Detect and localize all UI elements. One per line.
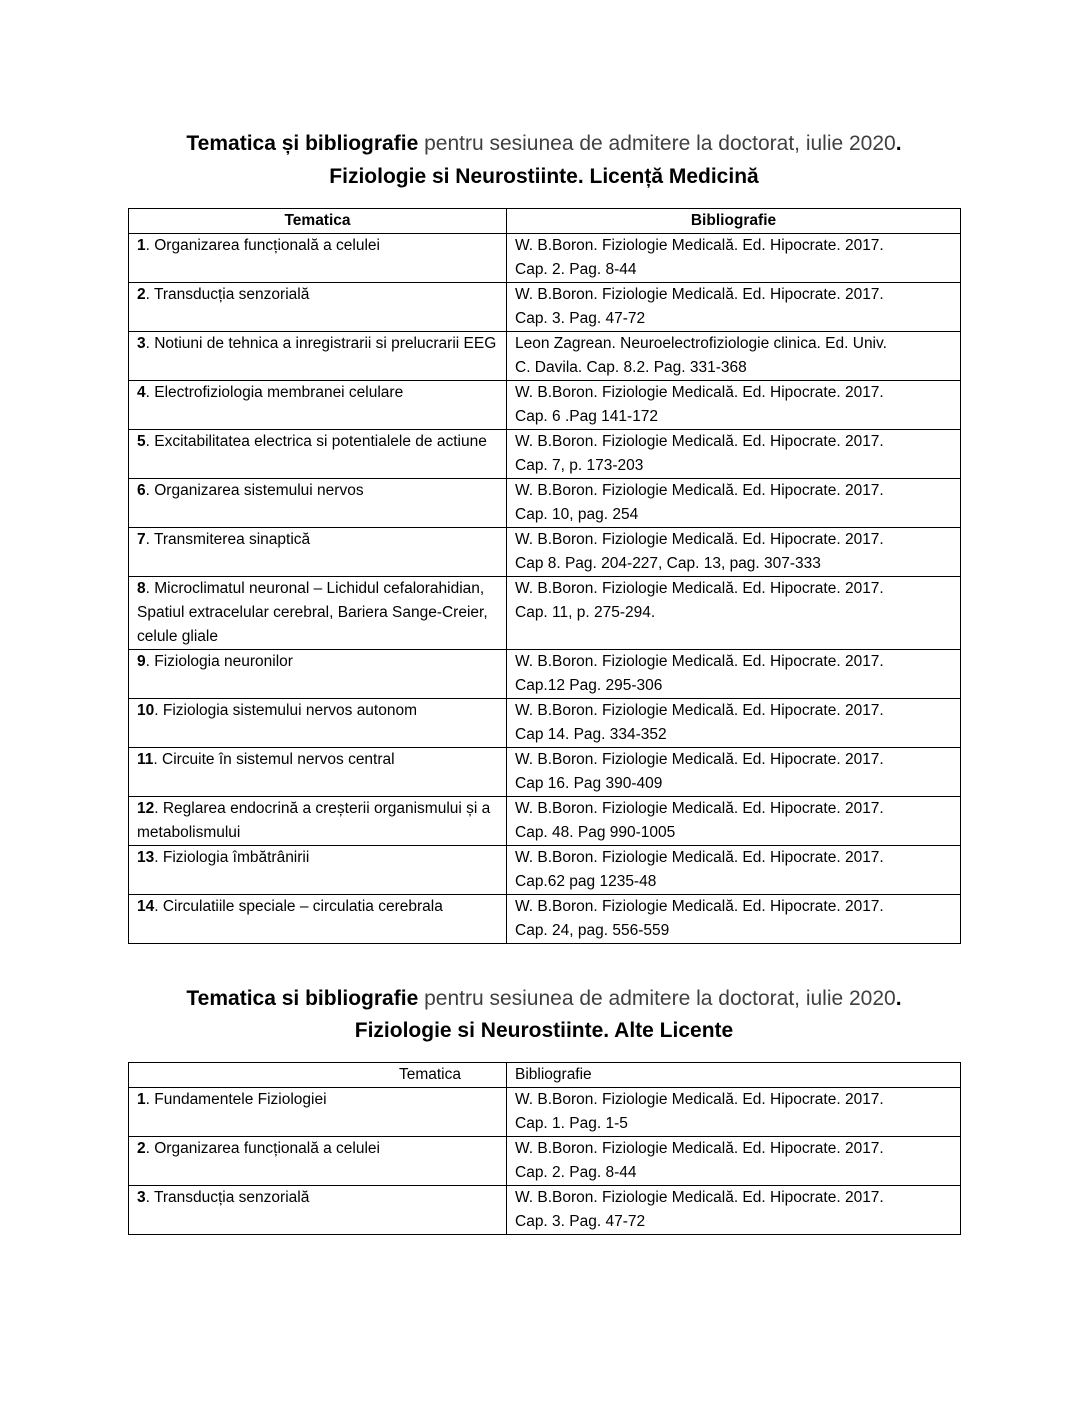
bibliography-line-2: Cap. 10, pag. 254 [515,506,639,523]
topic-text: . Reglarea endocrină a creșterii organismului și a metabolismului [137,800,491,841]
table-row [129,1137,961,1186]
bibliography-cell [507,430,961,479]
table-row [129,381,961,430]
topic-text: . Organizarea funcțională a celulei [145,1140,380,1157]
bibliography-line-1: W. B.Boron. Fiziologie Medicală. Ed. Hipocrate. 2017. [515,482,884,499]
table-row [129,650,961,699]
topic-text: . Microclimatul neuronal – Lichidul cefalorahidian, Spatiul extracelular cerebral, Bariera Sange-Creier, celule gliale [137,580,488,645]
header-tematica: Tematica [129,209,507,234]
topic-number: 12 [137,800,155,817]
topic-number: 14 [137,898,155,915]
topic-text: . Transmiterea sinaptică [145,531,311,548]
topic-text: . Electrofiziologia membranei celulare [145,384,404,401]
header-bibliografie: Bibliografie [507,1063,961,1088]
bibliography-line-1: W. B.Boron. Fiziologie Medicală. Ed. Hipocrate. 2017. [515,237,884,254]
topic-number: 2 [137,1140,146,1157]
topic-cell [129,479,507,528]
bibliography-line-1: W. B.Boron. Fiziologie Medicală. Ed. Hipocrate. 2017. [515,653,884,670]
topic-text: . Fiziologia neuronilor [145,653,293,670]
section2-title [0,986,1088,1012]
topic-cell [129,699,507,748]
section1-title [0,131,1088,157]
bibliography-cell [507,699,961,748]
bibliography-line-1: W. B.Boron. Fiziologie Medicală. Ed. Hipocrate. 2017. [515,1140,884,1157]
bibliography-line-1: W. B.Boron. Fiziologie Medicală. Ed. Hipocrate. 2017. [515,898,884,915]
bibliography-line-1: W. B.Boron. Fiziologie Medicală. Ed. Hipocrate. 2017. [515,531,884,548]
topic-cell [129,528,507,577]
table-row [129,895,961,944]
topic-number: 8 [137,580,146,597]
topic-number: 1 [137,237,146,254]
section1-title-bold: Tematica și bibliografie [186,132,419,155]
bibliography-line-1: W. B.Boron. Fiziologie Medicală. Ed. Hipocrate. 2017. [515,1091,884,1108]
section2-table [128,1062,961,1235]
section2-title-rest: pentru sesiunea de admitere la doctorat, iulie 2020 [418,987,896,1010]
topic-text: . Transducția senzorială [145,286,310,303]
bibliography-cell [507,748,961,797]
table-header-row [129,209,961,234]
topic-text: . Circuite în sistemul nervos central [153,751,395,768]
table-row [129,234,961,283]
topic-cell [129,650,507,699]
topic-text: . Transducția senzorială [145,1189,310,1206]
topic-number: 3 [137,335,146,352]
bibliography-cell [507,381,961,430]
bibliography-line-2: Cap. 2. Pag. 8-44 [515,1164,637,1181]
section2-title-bold: Tematica si bibliografie [186,987,419,1010]
bibliography-line-1: Leon Zagrean. Neuroelectrofiziologie clinica. Ed. Univ. [515,335,887,352]
bibliography-cell [507,577,961,650]
bibliography-line-2: Cap. 1. Pag. 1-5 [515,1115,628,1132]
table-row [129,1186,961,1235]
bibliography-line-2: Cap 16. Pag 390-409 [515,775,663,792]
topic-text: . Fiziologia sistemului nervos autonom [154,702,418,719]
topic-cell [129,748,507,797]
bibliography-line-2: Cap.12 Pag. 295-306 [515,677,663,694]
topic-cell [129,1186,507,1235]
table-row [129,430,961,479]
topic-text: . Notiuni de tehnica a inregistrarii si prelucrarii EEG [145,335,497,352]
bibliography-line-2: Cap. 2. Pag. 8-44 [515,261,637,278]
table-row [129,846,961,895]
table-row [129,797,961,846]
table-row [129,283,961,332]
bibliography-cell [507,234,961,283]
section1-subtitle: Fiziologie si Neurostiinte. Licență Medicină [329,165,759,188]
topic-number: 11 [137,751,154,768]
bibliography-line-1: W. B.Boron. Fiziologie Medicală. Ed. Hipocrate. 2017. [515,702,884,719]
table-row [129,528,961,577]
bibliography-cell [507,1088,961,1137]
section2-subtitle: Fiziologie si Neurostiinte. Alte Licente [354,1019,734,1042]
bibliography-line-2: Cap. 3. Pag. 47-72 [515,1213,646,1230]
topic-text: . Circulatiile speciale – circulatia cerebrala [154,898,443,915]
topic-number: 3 [137,1189,146,1206]
bibliography-cell [507,1137,961,1186]
bibliography-cell [507,1186,961,1235]
topic-cell [129,797,507,846]
topic-text: . Organizarea funcțională a celulei [145,237,380,254]
topic-cell [129,283,507,332]
bibliography-line-1: W. B.Boron. Fiziologie Medicală. Ed. Hipocrate. 2017. [515,800,884,817]
topic-cell [129,1088,507,1137]
topic-number: 10 [137,702,155,719]
bibliography-cell [507,332,961,381]
topic-cell [129,1137,507,1186]
table-row [129,699,961,748]
bibliography-line-1: W. B.Boron. Fiziologie Medicală. Ed. Hipocrate. 2017. [515,384,884,401]
topic-number: 6 [137,482,146,499]
topic-text: . Fundamentele Fiziologiei [145,1091,327,1108]
topic-cell [129,332,507,381]
header-tematica: Tematica [129,1063,507,1088]
topic-number: 4 [137,384,146,401]
topic-text: . Organizarea sistemului nervos [145,482,364,499]
bibliography-cell [507,283,961,332]
topic-number: 5 [137,433,146,450]
topic-text: . Excitabilitatea electrica si potentialele de actiune [145,433,487,450]
topic-cell [129,577,507,650]
topic-number: 2 [137,286,146,303]
bibliography-line-2: Cap. 48. Pag 990-1005 [515,824,676,841]
table-row [129,1088,961,1137]
table-row [129,479,961,528]
bibliography-line-1: W. B.Boron. Fiziologie Medicală. Ed. Hipocrate. 2017. [515,751,884,768]
topic-number: 7 [137,531,146,548]
section1-title-rest: pentru sesiunea de admitere la doctorat, iulie 2020 [418,132,896,155]
topic-cell [129,895,507,944]
topic-text: . Fiziologia îmbătrânirii [154,849,310,866]
bibliography-cell [507,895,961,944]
topic-number: 13 [137,849,155,866]
topic-number: 9 [137,653,146,670]
bibliography-line-1: W. B.Boron. Fiziologie Medicală. Ed. Hipocrate. 2017. [515,433,884,450]
bibliography-line-2: Cap 8. Pag. 204-227, Cap. 13, pag. 307-333 [515,555,821,572]
bibliography-cell [507,479,961,528]
bibliography-line-1: W. B.Boron. Fiziologie Medicală. Ed. Hipocrate. 2017. [515,1189,884,1206]
section2-title-dot: . [895,987,902,1010]
topic-cell [129,430,507,479]
bibliography-cell [507,797,961,846]
section1-title-dot: . [895,132,902,155]
topic-cell [129,381,507,430]
bibliography-cell [507,650,961,699]
bibliography-line-1: W. B.Boron. Fiziologie Medicală. Ed. Hipocrate. 2017. [515,286,884,303]
bibliography-line-2: Cap.62 pag 1235-48 [515,873,657,890]
topic-number: 1 [137,1091,146,1108]
bibliography-line-1: W. B.Boron. Fiziologie Medicală. Ed. Hipocrate. 2017. [515,580,884,597]
bibliography-line-2: Cap. 6 .Pag 141-172 [515,408,659,425]
bibliography-line-2: Cap 14. Pag. 334-352 [515,726,667,743]
table-row [129,577,961,650]
topic-cell [129,846,507,895]
bibliography-line-2: Cap. 24, pag. 556-559 [515,922,670,939]
topic-cell [129,234,507,283]
table-row [129,748,961,797]
bibliography-line-2: Cap. 3. Pag. 47-72 [515,310,646,327]
bibliography-line-2: Cap. 7, p. 173-203 [515,457,644,474]
bibliography-line-2: C. Davila. Cap. 8.2. Pag. 331-368 [515,359,747,376]
table-row [129,332,961,381]
bibliography-cell [507,528,961,577]
section1-table [128,208,961,944]
bibliography-line-2: Cap. 11, p. 275-294. [515,604,656,621]
table-header-row [129,1063,961,1088]
header-bibliografie: Bibliografie [507,209,961,234]
bibliography-cell [507,846,961,895]
bibliography-line-1: W. B.Boron. Fiziologie Medicală. Ed. Hipocrate. 2017. [515,849,884,866]
